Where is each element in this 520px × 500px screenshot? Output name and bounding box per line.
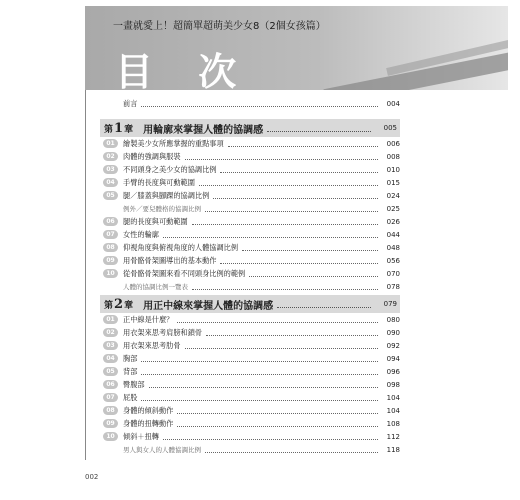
leader-dots bbox=[277, 306, 371, 308]
leader-dots bbox=[163, 236, 378, 238]
leader-dots bbox=[141, 360, 378, 362]
entry-page: 108 bbox=[386, 419, 400, 428]
entry-page: 092 bbox=[386, 341, 400, 350]
leader-dots bbox=[205, 451, 378, 453]
entry-page: 096 bbox=[386, 367, 400, 376]
toc-entry[interactable] bbox=[103, 163, 400, 176]
entry-title: 正中線是什麼？ bbox=[123, 314, 174, 324]
toc-subentry[interactable] bbox=[103, 202, 400, 215]
entry-page: 008 bbox=[386, 152, 400, 161]
toc-entry[interactable] bbox=[103, 228, 400, 241]
chapter-label: 第1章 bbox=[104, 120, 134, 136]
leader-dots bbox=[141, 399, 378, 401]
leader-dots bbox=[149, 386, 378, 388]
toc-entry[interactable] bbox=[103, 417, 400, 430]
entry-title: 繪製美少女所應掌握的重點事項 bbox=[123, 138, 224, 148]
entry-title: 傾斜＋扭轉 bbox=[123, 431, 159, 441]
leader-dots bbox=[199, 184, 378, 186]
entry-page: 098 bbox=[386, 380, 400, 389]
chapter-heading-2[interactable] bbox=[100, 295, 400, 313]
book-series-title: 一畫就愛上！超簡單超萌美少女8（2個女孩篇） bbox=[113, 21, 326, 32]
entry-page: 094 bbox=[386, 354, 400, 363]
entry-number-badge: 09 bbox=[103, 419, 118, 428]
leader-dots bbox=[185, 158, 378, 160]
entry-number-badge: 03 bbox=[103, 341, 118, 350]
toc-entry[interactable] bbox=[103, 326, 400, 339]
toc-entry[interactable] bbox=[103, 378, 400, 391]
entry-page: 080 bbox=[386, 315, 400, 324]
entry-number-badge: 04 bbox=[103, 354, 118, 363]
entry-page: 004 bbox=[386, 99, 400, 108]
toc-entry[interactable] bbox=[103, 176, 400, 189]
leader-dots bbox=[267, 130, 371, 132]
entry-page: 070 bbox=[386, 269, 400, 278]
toc-header-banner bbox=[85, 6, 508, 90]
entry-number-badge: 01 bbox=[103, 139, 118, 148]
entry-page: 006 bbox=[386, 139, 400, 148]
entry-number-badge: 07 bbox=[103, 230, 118, 239]
toc-entry[interactable] bbox=[103, 339, 400, 352]
leader-dots bbox=[213, 197, 378, 199]
entry-title: 用衣架來思考肩膀和鎖骨 bbox=[123, 327, 203, 337]
leader-dots bbox=[192, 223, 378, 225]
entry-number-badge: 08 bbox=[103, 406, 118, 415]
page-number: 002 bbox=[85, 473, 99, 481]
entry-number-badge: 02 bbox=[103, 328, 118, 337]
chapter-page: 005 bbox=[383, 124, 397, 132]
leader-dots bbox=[177, 321, 378, 323]
entry-page: 048 bbox=[386, 243, 400, 252]
entry-title: 臀腹部 bbox=[123, 379, 145, 389]
entry-page: 044 bbox=[386, 230, 400, 239]
toc-entry[interactable] bbox=[103, 352, 400, 365]
chapter-title: 用正中線來掌握人體的協調感 bbox=[143, 300, 274, 312]
toc-subentry[interactable] bbox=[103, 443, 400, 456]
entry-page: 026 bbox=[386, 217, 400, 226]
chapter-label: 第2章 bbox=[104, 296, 134, 312]
entry-title: 仰視角度與俯視角度的人體協調比例 bbox=[123, 242, 239, 252]
entry-title: 手臂的長度與可動範圍 bbox=[123, 177, 195, 187]
toc-entry[interactable] bbox=[103, 267, 400, 280]
toc-entry[interactable] bbox=[103, 254, 400, 267]
chapter-page: 079 bbox=[383, 300, 397, 308]
toc-entry[interactable] bbox=[103, 150, 400, 163]
entry-page: 112 bbox=[386, 432, 400, 441]
toc-entry[interactable] bbox=[103, 391, 400, 404]
left-margin-rule bbox=[85, 90, 86, 460]
leader-dots bbox=[249, 275, 378, 277]
toc-entry[interactable] bbox=[103, 404, 400, 417]
entry-number-badge: 05 bbox=[103, 367, 118, 376]
entry-page: 104 bbox=[386, 393, 400, 402]
leader-dots bbox=[206, 334, 378, 336]
entry-title: 前言 bbox=[123, 98, 138, 108]
entry-number-badge: 02 bbox=[103, 152, 118, 161]
page-title: 目 次 bbox=[115, 50, 253, 90]
leader-dots bbox=[220, 171, 378, 173]
leader-dots bbox=[205, 210, 378, 212]
entry-title: 屁股 bbox=[123, 392, 138, 402]
entry-number-badge: 06 bbox=[103, 217, 118, 226]
entry-title: 從骨骼骨架圖來看不同頭身比例的範例 bbox=[123, 268, 246, 278]
toc-entry[interactable] bbox=[103, 313, 400, 326]
toc-entry[interactable] bbox=[103, 365, 400, 378]
entry-page: 078 bbox=[386, 282, 400, 291]
entry-page: 024 bbox=[386, 191, 400, 200]
toc-entry[interactable] bbox=[103, 189, 400, 202]
toc-subentry[interactable] bbox=[103, 280, 400, 293]
toc-entry-preface[interactable] bbox=[103, 97, 400, 110]
entry-page: 010 bbox=[386, 165, 400, 174]
entry-page: 015 bbox=[386, 178, 400, 187]
entry-title: 腿／膝蓋與腳踝的協調比例 bbox=[123, 190, 210, 200]
chapter-heading-1[interactable] bbox=[100, 119, 400, 137]
entry-title: 背部 bbox=[123, 366, 138, 376]
toc-entry[interactable] bbox=[103, 430, 400, 443]
entry-number-badge: 10 bbox=[103, 269, 118, 278]
entry-page: 056 bbox=[386, 256, 400, 265]
entry-page: 090 bbox=[386, 328, 400, 337]
entry-title: 身體的扭轉動作 bbox=[123, 418, 174, 428]
entry-number-badge: 06 bbox=[103, 380, 118, 389]
entry-title: 腿的長度與可動範圍 bbox=[123, 216, 188, 226]
entry-number-badge: 01 bbox=[103, 315, 118, 324]
entry-title: 人體的協調比例一覽表 bbox=[123, 283, 188, 291]
entry-number-badge: 07 bbox=[103, 393, 118, 402]
leader-dots bbox=[177, 425, 378, 427]
entry-number-badge: 03 bbox=[103, 165, 118, 174]
entry-page: 118 bbox=[386, 445, 400, 454]
leader-dots bbox=[185, 347, 378, 349]
entry-title: 用骨骼骨架圖導出的基本動作 bbox=[123, 255, 217, 265]
entry-number-badge: 09 bbox=[103, 256, 118, 265]
entry-number-badge: 04 bbox=[103, 178, 118, 187]
leader-dots bbox=[163, 438, 378, 440]
leader-dots bbox=[228, 145, 378, 147]
leader-dots bbox=[141, 373, 378, 375]
leader-dots bbox=[177, 412, 378, 414]
leader-dots bbox=[192, 288, 378, 290]
entry-title: 身體的傾斜動作 bbox=[123, 405, 174, 415]
entry-title: 用衣架來思考肋骨 bbox=[123, 340, 181, 350]
leader-dots bbox=[242, 249, 378, 251]
entry-number-badge: 10 bbox=[103, 432, 118, 441]
entry-page: 104 bbox=[386, 406, 400, 415]
entry-title: 不同頭身之美少女的協調比例 bbox=[123, 164, 217, 174]
toc-entry[interactable] bbox=[103, 241, 400, 254]
leader-dots bbox=[141, 105, 378, 107]
chapter-title: 用輪廓來掌握人體的協調感 bbox=[143, 124, 264, 136]
leader-dots bbox=[220, 262, 378, 264]
entry-title: 例外／要兒體格的協調比例 bbox=[123, 205, 201, 213]
entry-number-badge: 08 bbox=[103, 243, 118, 252]
entry-page: 025 bbox=[386, 204, 400, 213]
entry-title: 肉體的強調與服裝 bbox=[123, 151, 181, 161]
entry-title: 女性的輪廓 bbox=[123, 229, 159, 239]
entry-title: 男人與女人的人體協調比例 bbox=[123, 446, 201, 454]
toc-entry[interactable] bbox=[103, 137, 400, 150]
toc-entry[interactable] bbox=[103, 215, 400, 228]
entry-number-badge: 05 bbox=[103, 191, 118, 200]
entry-title: 胸部 bbox=[123, 353, 138, 363]
